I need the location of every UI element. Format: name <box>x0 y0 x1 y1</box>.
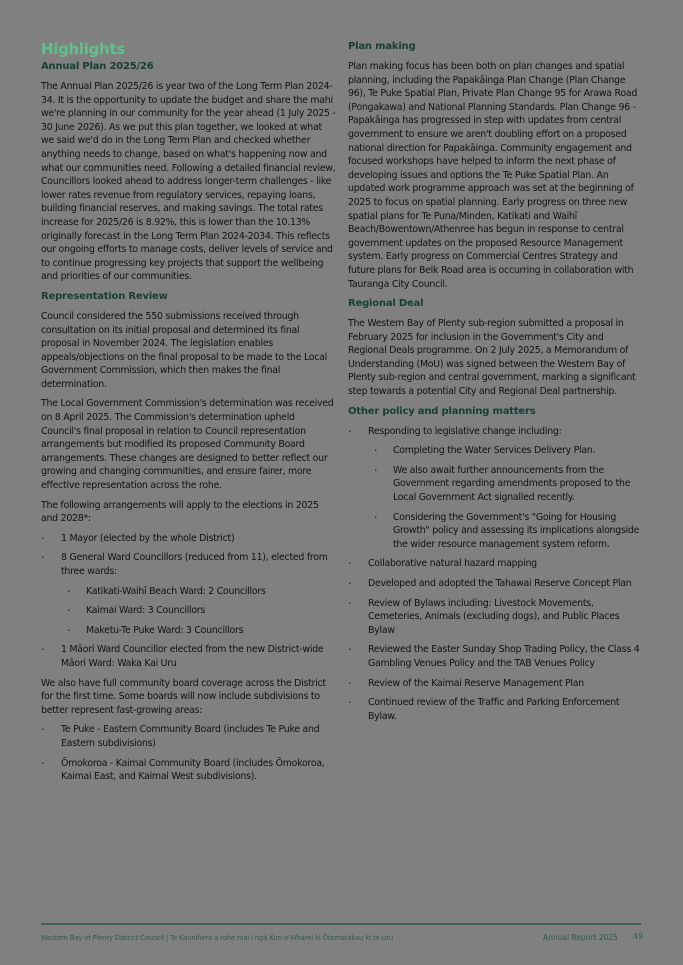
list-item: · We also await further announcements from the Government regarding amendments proposed to the Local Government Act signalled recently. <box>368 464 643 505</box>
other-matters-heading: Other policy and planning matters <box>348 405 536 417</box>
footer-divider <box>41 923 641 925</box>
list-item: · Katikati-Waihī Beach Ward: 2 Councillors <box>61 585 336 599</box>
list-item: · Reviewed the Easter Sunday Shop Trading Policy, the Class 4 Gambling Venues Policy and the TAB Venues Policy <box>348 643 643 670</box>
list-item: · Completing the Water Services Delivery Plan. <box>368 444 643 458</box>
list-item: · Developed and adopted the Tahawai Reserve Concept Plan <box>348 577 643 591</box>
list-item: · Considering the Government's "Going for Housing Growth" policy and assessing its implications alongside the wider resource management system reform. <box>368 511 643 552</box>
representation-paragraph: Council considered the 550 submissions received through consultation on its initial proposal and determined its final proposal in November 2024. The legislation enables appeals/objections on the final proposal to be made to the Local Government Commission, which then makes the final determination. <box>41 310 327 390</box>
annual-plan-paragraph: The Annual Plan 2025/26 is year two of the Long Term Plan 2024-34. It is the opportunity to update the budget and share the mahi we're planning in our community for the year ahead (1 July 2025 - 30 June 2026). As we put this plan together, we looked at what we said we'd do in the Long Term Plan and checked whether anything needs to change, based on what's happening now and what our communities need. Following a detailed financial review, Councillors looked ahead to address longer-term challenges - like lower rates revenue from regulatory services, repaying loans, building financial reserves, and making savings. The total rates increase for 2025/26 is 8.92%, this is lower than the 10.13% originally forecast in the Long Term Plan 2024-2034. This reflects our ongoing efforts to manage costs, deliver levels of service and to continue progressing key projects that support the wellbeing and priorities of our communities. <box>41 81 336 283</box>
wards-list <box>61 585 336 638</box>
right-column <box>348 40 643 729</box>
list-item: · 8 General Ward Councillors (reduced from 11), elected from three wards: · Katikati-Waihī Beach Ward: 2 Councillors · Kaimai Ward: 3 Councillors · Maketu-Te Puke Ward: 3 Councillors <box>41 551 336 637</box>
representation-paragraph: The following arrangements will apply to the elections in 2025 and 2028*: <box>41 499 319 525</box>
page-number: 49 <box>633 932 644 941</box>
regional-deal-heading: Regional Deal <box>348 298 424 310</box>
plan-making-paragraph: Plan making focus has been both on plan changes and spatial planning, including the Papakāinga Plan Change (Plan Change 96), Te Puke Spatial Plan, Private Plan Change 95 for Arawa Road (Pongakawa) and National Planning Standards. Plan Change 96 - Papakāinga has progressed in step with updates from central government to ensure we aren't doubling effort on a proposed national direction for Papakāinga. Community engagement and focused workshops have helped to inform the next phase of developing issues and options the Te Puke Spatial Plan. An updated work programme approach was set at the beginning of 2025 to focus on spatial planning. Early progress on three new spatial plans for Te Puna/Minden, Katikati and Waihī Beach/Bowentown/Athenree has begun in response to central government updates on the proposed Resource Management system. Early progress on Commercial Centres Strategy and future plans for Belk Road area is occurring in collaboration with Tauranga City Council. <box>348 61 638 290</box>
annual-plan-heading: Annual Plan 2025/26 <box>41 61 154 72</box>
list-item: · Collaborative natural hazard mapping <box>348 557 643 571</box>
other-matters-list <box>348 425 643 724</box>
list-item: · Continued review of the Traffic and Parking Enforcement Bylaw. <box>348 696 643 723</box>
footer-org: Western Bay of Plenty District Council | Te Kaunihera a rohe mai i ngā Kuri-a-Wharei ki Ōtamarākau ki te Uru <box>41 934 394 942</box>
representation-heading: Representation Review <box>41 290 168 302</box>
regional-deal-paragraph: The Western Bay of Plenty sub-region submitted a proposal in February 2025 for inclusion in the Government's City and Regional Deals programme. On 2 July 2025, a Memorandum of Understanding (MoU) was signed between the Western Bay of Plenty sub-region and central government, marking a significant step towards a potential City and Regional Deal partnership. <box>348 318 636 398</box>
arrangements-list <box>41 532 336 671</box>
list-item: · Kaimai Ward: 3 Councillors <box>61 604 336 618</box>
list-item: · Review of the Kaimai Reserve Management Plan <box>348 677 643 691</box>
list-item: · Te Puke - Eastern Community Board (includes Te Puke and Eastern subdivisions) <box>41 723 336 750</box>
page-title: Highlights <box>41 40 125 58</box>
plan-making-heading: Plan making <box>348 41 416 52</box>
footer-report-title: Annual Report 2025 <box>543 933 618 942</box>
boards-list <box>41 723 336 783</box>
community-board-paragraph: We also have full community board coverage across the District for the first time. Some boards will now include subdivisions to better represent fast-growing areas: <box>41 677 326 716</box>
left-column <box>41 40 336 790</box>
list-item: · 1 Mayor (elected by the whole District) <box>41 532 336 546</box>
representation-paragraph: The Local Government Commission's determination was received on 8 April 2025. The Commission's determination upheld Council's final proposal in relation to Council representation arrangements but modified its proposed Community Board arrangements. These changes are designed to better reflect our growing and changing communities, and ensure fairer, more effective representation across the rohe. <box>41 398 334 492</box>
list-item: · Maketu-Te Puke Ward: 3 Councillors <box>61 624 336 638</box>
list-item: · Responding to legislative change including: · Completing the Water Services Delivery Plan. · We also await further announcements from the Government regarding amendments proposed to the Local Government Act signalled recently. · Considering the Government's "Going for Housing Growth" policy and assessing its implications alongside the wider resource management system reform. <box>348 425 643 552</box>
list-item: · 1 Māori Ward Councillor elected from the new District-wide Māori Ward: Waka Kai Uru <box>41 643 336 670</box>
legislative-sublist <box>368 444 643 551</box>
list-item: · Review of Bylaws including: Livestock Movements, Cemeteries, Animals (excluding dogs), and Public Places Bylaw <box>348 597 643 638</box>
list-item: · Ōmokoroa - Kaimai Community Board (includes Ōmokoroa, Kaimai East, and Kaimai West subdivisions). <box>41 757 336 784</box>
